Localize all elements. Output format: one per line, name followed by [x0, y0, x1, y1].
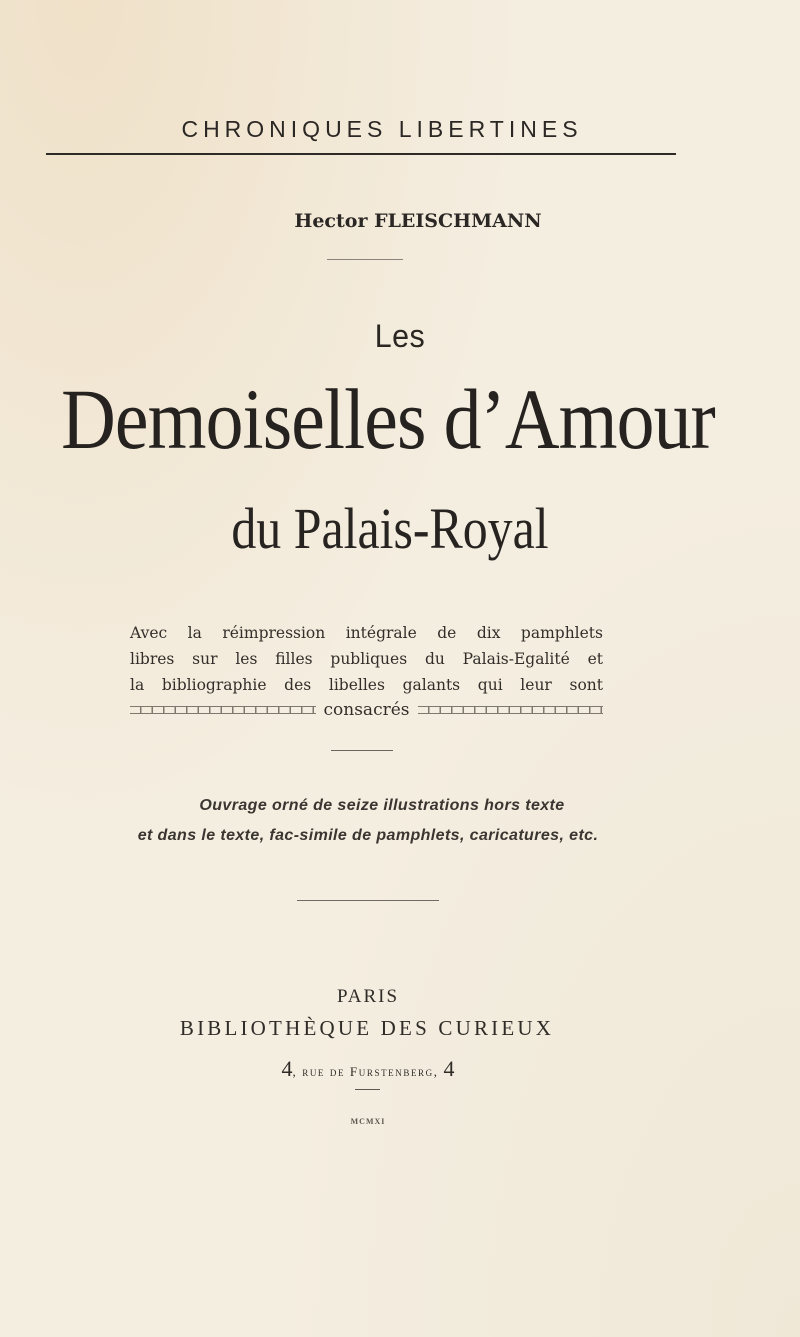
publisher-name: BIBLIOTHÈQUE DES CURIEUX	[179, 1016, 555, 1040]
divider-rule-1	[327, 259, 403, 260]
illustrations-line-2: et dans le texte, fac-simile de pamphlets, caricatures, etc.	[137, 827, 599, 844]
divider-rule-2	[331, 750, 393, 751]
address-number-left: 4	[281, 1056, 293, 1081]
publisher-address	[0, 1056, 768, 1082]
address-street: , rue de Furstenberg,	[292, 1064, 444, 1079]
book-title: Demoiselles d’Amour	[61, 371, 715, 467]
publication-year: MCMXI	[350, 1117, 386, 1126]
address-number-right: 4	[443, 1056, 455, 1081]
publisher-city: PARIS	[336, 986, 400, 1007]
description-line-3: la bibliographie des libelles galants qui leur sont	[130, 676, 603, 694]
ornamental-dash-left	[130, 706, 316, 714]
description-line-4	[130, 700, 603, 720]
series-title: CHRONIQUES LIBERTINES	[181, 116, 583, 142]
top-rule	[46, 153, 676, 155]
author-name: Hector FLEISCHMANN	[294, 210, 542, 232]
title-prefix: Les	[374, 318, 426, 354]
divider-rule-3	[297, 900, 439, 901]
illustrations-line-1: Ouvrage orné de seize illustrations hors texte	[199, 797, 565, 814]
description-line-2: libres sur les filles publiques du Palais-Egalité et	[130, 650, 603, 668]
book-subtitle: du Palais-Royal	[231, 496, 549, 561]
description-last-word: consacrés	[323, 700, 410, 720]
description-line-1: Avec la réimpression intégrale de dix pamphlets	[130, 624, 603, 642]
ornamental-dash-right	[418, 706, 604, 714]
divider-rule-4	[355, 1089, 380, 1090]
